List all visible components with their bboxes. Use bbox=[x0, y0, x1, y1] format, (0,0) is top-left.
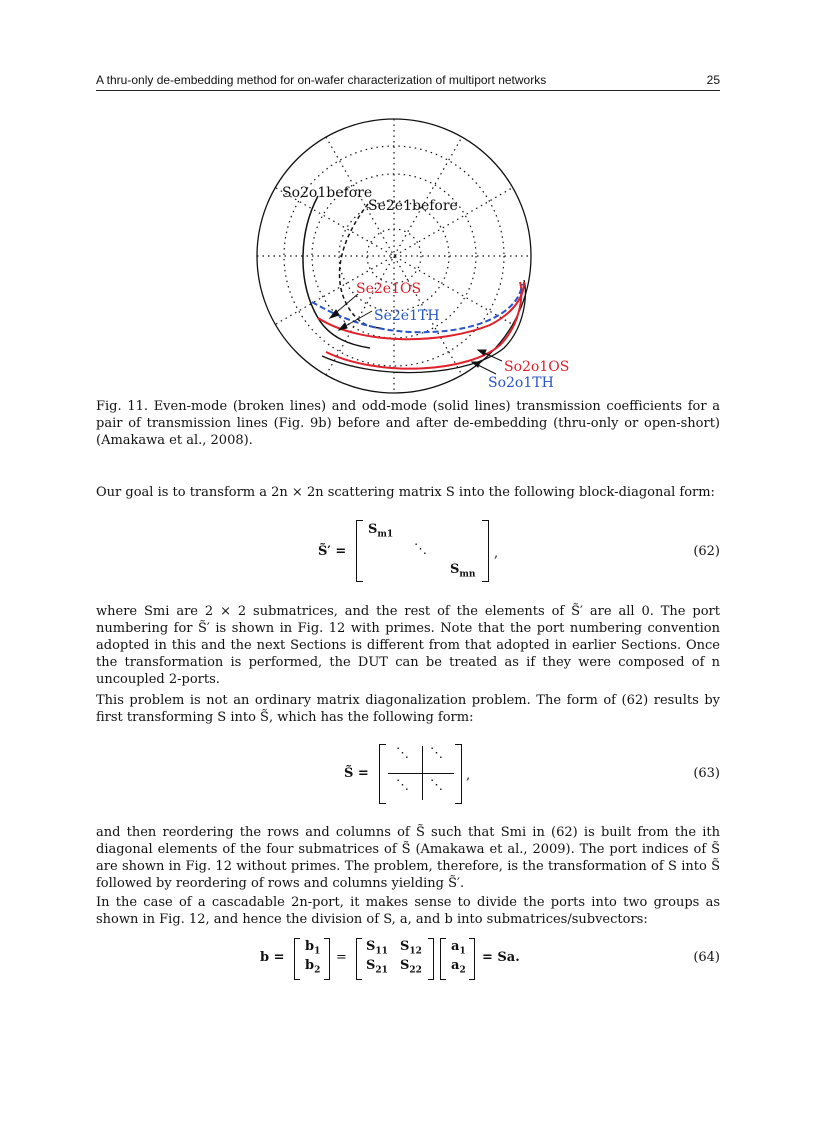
eq64-equals: = bbox=[336, 950, 347, 965]
eq63-dots-21: ⋱ bbox=[396, 778, 409, 793]
running-title: A thru-only de-embedding method for on-wafer characterization of multiport networks bbox=[96, 73, 547, 87]
label-e2e1-th: Se2e1TH bbox=[374, 308, 440, 324]
eq63-lhs: S̃ = bbox=[344, 766, 369, 781]
eq64-s-left-bracket bbox=[356, 938, 362, 980]
smith-chart-figure bbox=[0, 0, 816, 400]
eq62-number: (62) bbox=[693, 544, 720, 559]
eq62-top: $S_{m1}$ bbox=[368, 522, 394, 540]
paragraph-submatrices: where Smi are 2 × 2 submatrices, and the rest of the elements of S̃′ are all 0. The port numbering for S̃′ is shown in Fig. 12 with primes. Note that the port numbering convention adopted in this and the next Sections is different from that adopted in earlier Sections. Once the transformation is performed, the DUT can be treated as if they were composed of n uncoupled 2-ports. bbox=[96, 604, 720, 687]
eq63-dots-22: ⋱ bbox=[430, 778, 443, 793]
eq64-s22: $S_{22}$ bbox=[400, 958, 422, 976]
eq63-comma: , bbox=[466, 768, 471, 783]
paragraph-cascadable: In the case of a cascadable 2n-port, it makes sense to divide the ports into two groups as shown in Fig. 12, and hence the division of S, a, and b into submatrices/subvectors: bbox=[96, 895, 720, 927]
eq62-right-bracket bbox=[482, 520, 489, 582]
eq64-b-right-bracket bbox=[324, 938, 330, 980]
figure-caption: Fig. 11. Even-mode (broken lines) and odd-mode (solid lines) transmission coefficients for a pair of transmission lines (Fig. 9b) before and after de-embedding (thru-only or open-short) (Amakawa et al., 2008). bbox=[96, 399, 720, 448]
paragraph-not-ordinary: This problem is not an ordinary matrix diagonalization problem. The form of (62) results by first transforming S into S̃, which has the following form: bbox=[96, 693, 720, 725]
eq62-bottom: $S_{mn}$ bbox=[450, 562, 476, 580]
eq64-rhs: = Sa. bbox=[482, 950, 520, 965]
eq64-a-left-bracket bbox=[440, 938, 446, 980]
curve-o2o1-th bbox=[322, 280, 525, 373]
eq62-comma: , bbox=[494, 546, 499, 561]
eq64-s12: $S_{12}$ bbox=[400, 939, 422, 957]
eq62-lhs: S̃′ = bbox=[318, 544, 347, 559]
eq63-hdivider bbox=[388, 773, 454, 774]
eq63-dots-11: ⋱ bbox=[396, 746, 409, 761]
equation-63 bbox=[96, 742, 720, 806]
eq64-a-right-bracket bbox=[469, 938, 475, 980]
eq63-left-bracket bbox=[379, 744, 386, 804]
eq64-s11: $S_{11}$ bbox=[366, 939, 388, 957]
label-e2e1-os: Se2e1OS bbox=[356, 281, 422, 297]
eq63-right-bracket bbox=[455, 744, 462, 804]
label-e2e1-before: Se2e1before bbox=[368, 198, 458, 214]
equation-64 bbox=[96, 936, 720, 984]
eq62-dots: ⋱ bbox=[414, 542, 427, 557]
eq64-number: (64) bbox=[693, 950, 720, 965]
page-number: 25 bbox=[706, 73, 720, 87]
eq62-left-bracket bbox=[356, 520, 363, 582]
equation-62 bbox=[96, 518, 720, 588]
label-o2o1-os: So2o1OS bbox=[504, 359, 570, 375]
eq64-a1: $a_1$ bbox=[451, 939, 466, 957]
eq64-b2: $b_2$ bbox=[305, 958, 321, 976]
eq64-a2: $a_2$ bbox=[451, 958, 466, 976]
eq63-number: (63) bbox=[693, 766, 720, 781]
label-o2o1-before: So2o1before bbox=[282, 185, 373, 201]
eq64-b1: $b_1$ bbox=[305, 939, 321, 957]
eq63-dots-12: ⋱ bbox=[430, 746, 443, 761]
eq64-lhs: b = bbox=[260, 950, 285, 965]
eq64-s21: $S_{21}$ bbox=[366, 958, 388, 976]
paragraph-intro: Our goal is to transform a 2n × 2n scattering matrix S into the following block-diagonal form: bbox=[96, 485, 715, 500]
eq64-b-left-bracket bbox=[294, 938, 300, 980]
paragraph-reordering: and then reordering the rows and columns of S̃ such that Smi in (62) is built from the ith diagonal elements of the four submatrices of S̃ (Amakawa et al., 2009). The port indices of S̃ are shown in Fig. 12 without primes. The problem, therefore, is the transformation of S into S̃ followed by reordering of rows and columns yielding S̃′. bbox=[96, 825, 720, 891]
curve-o2o1-before bbox=[303, 196, 370, 348]
eq64-s-right-bracket bbox=[428, 938, 434, 980]
label-o2o1-th: So2o1TH bbox=[488, 375, 554, 391]
